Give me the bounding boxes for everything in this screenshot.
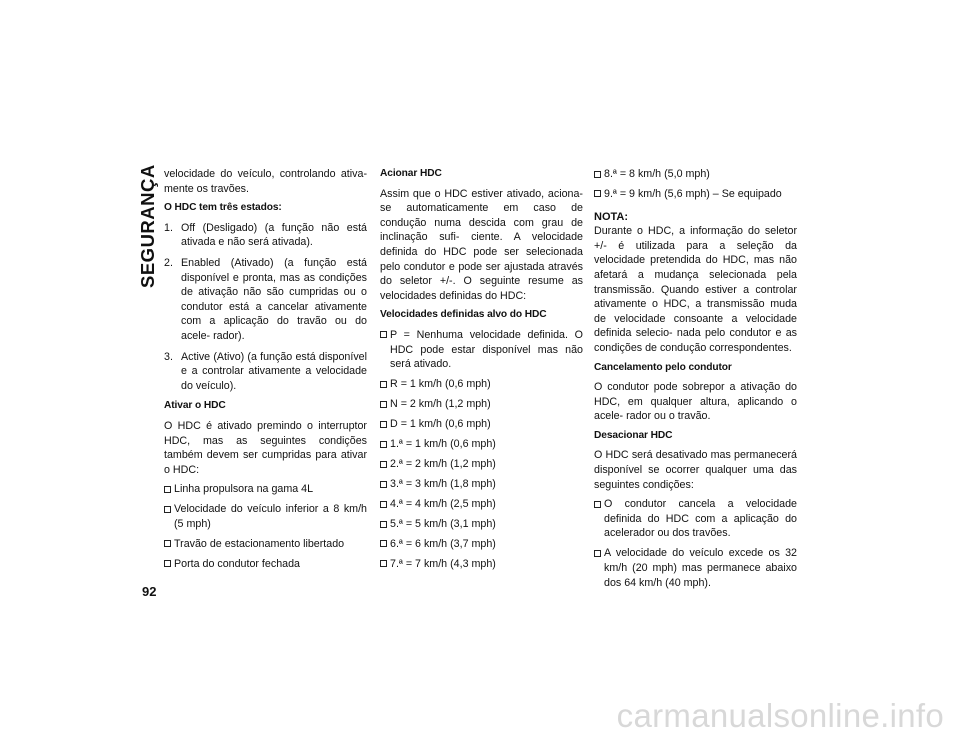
list-item: 1. Off (Desligado) (a função não está ativada e não será ativada).	[164, 221, 367, 249]
list-item: 6.ª = 6 km/h (3,7 mph)	[380, 537, 583, 552]
list-item: Travão de estacionamento libertado	[164, 537, 367, 552]
list-item: 7.ª = 7 km/h (4,3 mph)	[380, 557, 583, 572]
checkbox-bullet-icon	[594, 550, 601, 557]
checkbox-bullet-icon	[164, 486, 171, 493]
note-title: NOTA:	[594, 210, 629, 223]
list-item: 5.ª = 5 km/h (3,1 mph)	[380, 517, 583, 532]
list-item: 8.ª = 8 km/h (5,0 mph)	[594, 167, 797, 182]
states-list	[164, 221, 367, 394]
checkbox-bullet-icon	[380, 381, 387, 388]
engage-heading: Acionar HDC	[380, 168, 442, 179]
list-item: 1.ª = 1 km/h (0,6 mph)	[380, 437, 583, 452]
list-item: 3.ª = 3 km/h (1,8 mph)	[380, 477, 583, 492]
cancel-text: O condutor pode sobrepor a ativação do HDC, em qualquer altura, aplicando o acele- rador ou o travão.	[594, 381, 797, 423]
checkbox-bullet-icon	[380, 331, 387, 338]
deactivate-conditions-list	[594, 497, 797, 590]
checkbox-bullet-icon	[594, 501, 601, 508]
column-3	[594, 167, 797, 596]
list-item: Porta do condutor fechada	[164, 557, 367, 572]
checkbox-bullet-icon	[164, 560, 171, 567]
activate-text: O HDC é ativado premindo o interruptor HDC, mas as seguintes condições também devem ser cumpridas para ativar o HDC:	[164, 419, 367, 476]
list-item: 4.ª = 4 km/h (2,5 mph)	[380, 497, 583, 512]
checkbox-bullet-icon	[380, 481, 387, 488]
speeds-heading: Velocidades definidas alvo do HDC	[380, 309, 547, 321]
checkbox-bullet-icon	[164, 506, 171, 513]
deactivate-text: O HDC será desativado mas permanecerá disponível se ocorrer qualquer uma das seguintes condições:	[594, 449, 797, 491]
checkbox-bullet-icon	[380, 401, 387, 408]
intro-text: velocidade do veículo, controlando ativa- mente os travões.	[164, 168, 367, 195]
list-item: O condutor cancela a velocidade definida do HDC com a aplicação do acelerador ou dos travões.	[594, 497, 797, 541]
column-1	[164, 167, 367, 577]
checkbox-bullet-icon	[594, 171, 601, 178]
checkbox-bullet-icon	[380, 540, 387, 547]
list-item: Linha propulsora na gama 4L	[164, 482, 367, 497]
checkbox-bullet-icon	[594, 190, 601, 197]
checkbox-bullet-icon	[380, 501, 387, 508]
speeds-list	[380, 328, 583, 572]
checkbox-bullet-icon	[380, 521, 387, 528]
list-item: D = 1 km/h (0,6 mph)	[380, 417, 583, 432]
deactivate-heading: Desacionar HDC	[594, 429, 673, 441]
speeds-list-continued	[594, 167, 797, 202]
page-number: 92	[142, 584, 157, 599]
activate-heading: Ativar o HDC	[164, 400, 226, 412]
checkbox-bullet-icon	[380, 421, 387, 428]
watermark-text: carmanualsonline.info	[616, 697, 944, 734]
section-side-tab: SEGURANÇA	[137, 164, 158, 288]
conditions-list	[164, 482, 367, 571]
cancel-heading: Cancelamento pelo condutor	[594, 361, 732, 373]
list-item: Velocidade do veículo inferior a 8 km/h (5 mph)	[164, 502, 367, 531]
list-item: P = Nenhuma velocidade definida. O HDC pode estar disponível mas não será ativado.	[380, 328, 583, 372]
checkbox-bullet-icon	[380, 560, 387, 567]
list-item: 9.ª = 9 km/h (5,6 mph) – Se equipado	[594, 187, 797, 202]
engage-text: Assim que o HDC estiver ativado, aciona-se automaticamente em caso de condução numa descida com grau de inclinação sufi- ciente. A velocidade definida do HDC pode ser selecionada pelo condutor e pode ser ajustada através do seletor +/-. O seguinte resume as velocidades definidas do HDC:	[380, 187, 583, 302]
list-item: A velocidade do veículo excede os 32 km/h (20 mph) mas permanece abaixo dos 64 km/h (40 mph).	[594, 546, 797, 590]
checkbox-bullet-icon	[380, 441, 387, 448]
states-heading: O HDC tem três estados:	[164, 202, 282, 214]
column-2	[380, 167, 583, 577]
list-item: 2.ª = 2 km/h (1,2 mph)	[380, 457, 583, 472]
list-item: R = 1 km/h (0,6 mph)	[380, 377, 583, 392]
checkbox-bullet-icon	[164, 540, 171, 547]
checkbox-bullet-icon	[380, 461, 387, 468]
list-item: N = 2 km/h (1,2 mph)	[380, 397, 583, 412]
note-text: Durante o HDC, a informação do seletor +/- é utilizada para a seleção da velocidade pretendida do HDC, mas não afetará a mudança selecionada pela transmissão. Quando estiver a controlar ativamente o HDC, a transmissão muda de velocidade consoante a velocidade definida selecio- nada pelo condutor e as condições de condução correspondentes.	[594, 225, 797, 354]
list-item: 2. Enabled (Ativado) (a função está disponível e pronta, mas as condições de ativação não são cumpridas ou o condutor está a cancelar ativamente com a aplicação do travão ou do acele- rador).	[164, 256, 367, 342]
list-item: 3. Active (Ativo) (a função está disponível e a controlar ativamente a velocidade do veículo).	[164, 350, 367, 392]
